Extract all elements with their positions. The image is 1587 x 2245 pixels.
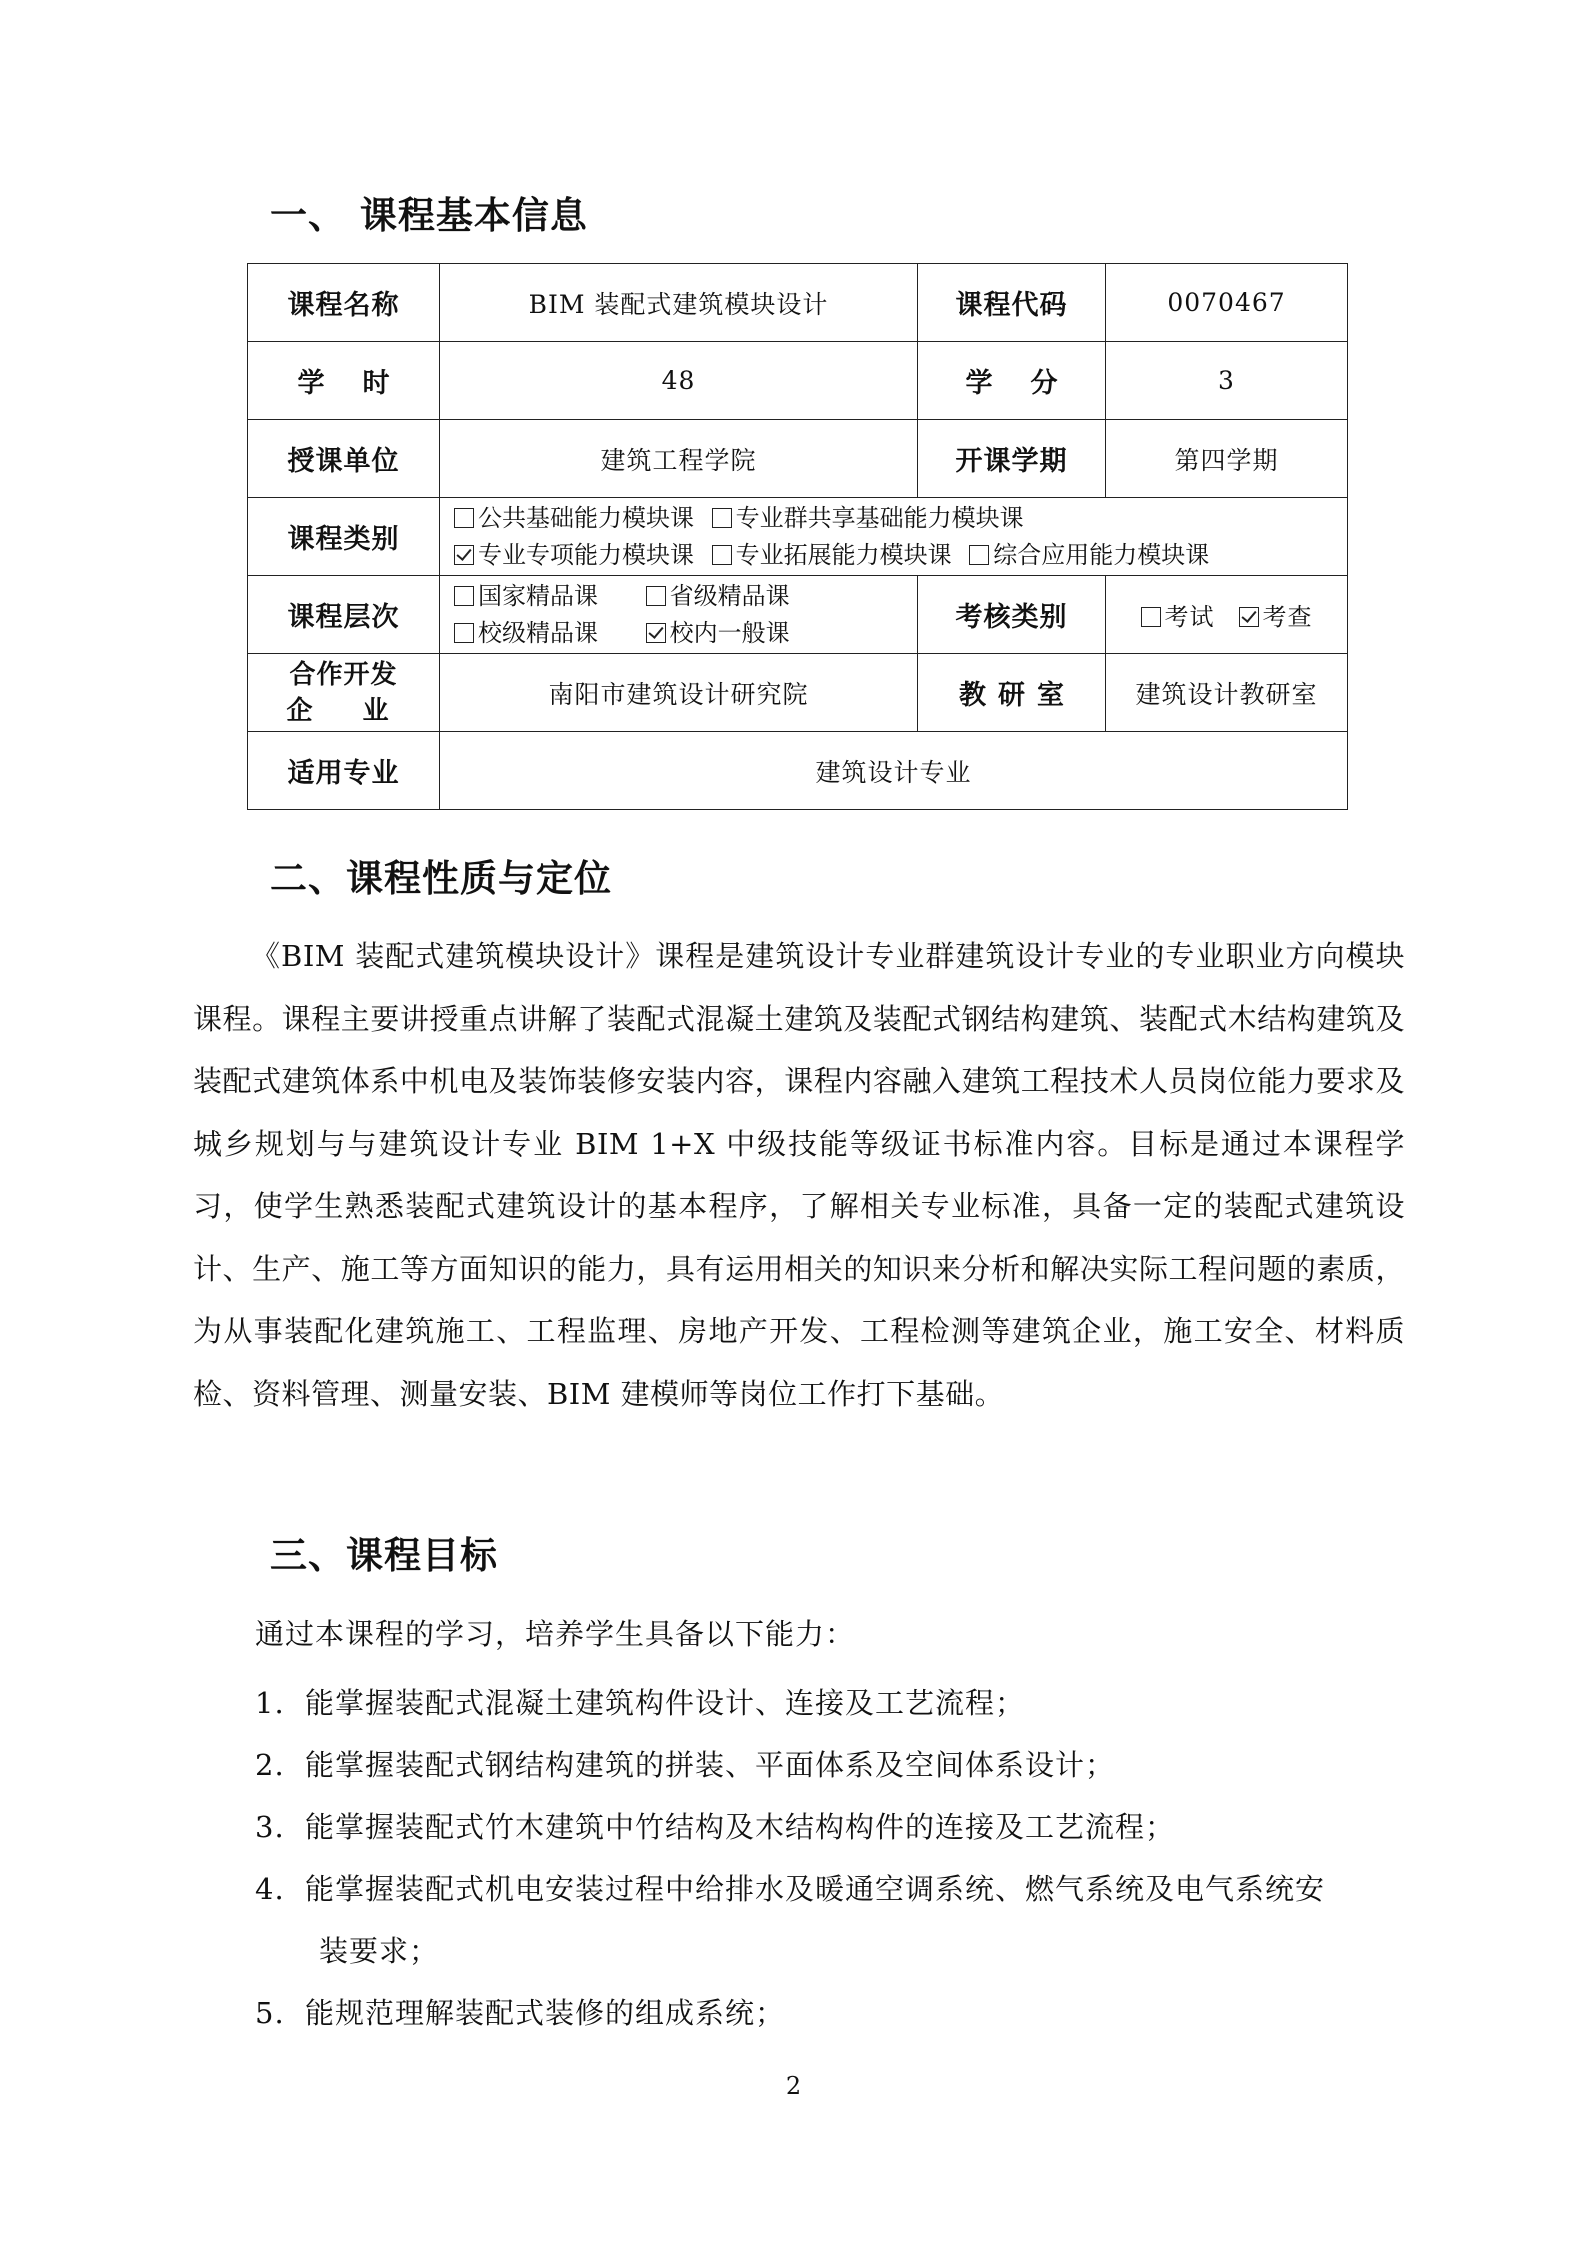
hours-value: 48 <box>440 342 918 420</box>
course-name-label: 课程名称 <box>248 264 440 342</box>
category-option[interactable]: 公共基础能力模块课 <box>454 500 694 537</box>
level-option[interactable]: 省级精品课 <box>646 578 790 615</box>
course-code-label: 课程代码 <box>918 264 1106 342</box>
checkbox-checked-icon <box>1239 607 1259 627</box>
assessment-label: 考核类别 <box>918 576 1106 654</box>
teaching-unit-label: 授课单位 <box>248 420 440 498</box>
nature-paragraph: 《BIM 装配式建筑模块设计》课程是建筑设计专业群建筑设计专业的专业职业方向模块课程。课程主要讲授重点讲解了装配式混凝土建筑及装配式钢结构建筑、装配式木结构建筑及装配式建筑体系中机电及装饰装修安装内容，课程内容融入建筑工程技术人员岗位能力要求及城乡规划与与建筑设计专业 BIM 1+X 中级技能等级证书标准内容。目标是通过本课程学习，使学生熟悉装配式建筑设计的基本程序，了解相关专业标准，具备一定的装配式建筑设计、生产、施工等方面知识的能力，具有运用相关的知识来分析和解决实际工程问题的素质，为从事装配化建筑施工、工程监理、房地产开发、工程检测等建筑企业，施工安全、材料质检、资料管理、测量安装、BIM 建模师等岗位工作打下基础。 <box>193 939 1405 1411</box>
table-row <box>248 498 1348 576</box>
course-level-label: 课程层次 <box>248 576 440 654</box>
goals-intro: 通过本课程的学习，培养学生具备以下能力： <box>255 1617 856 1651</box>
section-heading-goals: 三、课程目标 <box>270 1534 498 1577</box>
list-item: 4. 能掌握装配式机电安装过程中给排水及暖通空调系统、燃气系统及电气系统安 装要求； <box>255 1872 1326 1968</box>
list-item: 2. 能掌握装配式钢结构建筑的拼装、平面体系及空间体系设计； <box>255 1748 1116 1782</box>
applicable-major-value: 建筑设计专业 <box>440 732 1348 810</box>
teaching-office-value: 建筑设计教研室 <box>1106 654 1348 732</box>
credits-label: 学分 <box>918 342 1106 420</box>
course-category-label: 课程类别 <box>248 498 440 576</box>
checkbox-icon <box>646 586 666 606</box>
course-code-value: 0070467 <box>1106 264 1348 342</box>
course-info-table <box>247 263 1348 810</box>
table-row <box>248 264 1348 342</box>
category-option[interactable]: 专业群共享基础能力模块课 <box>712 500 1024 537</box>
teaching-unit-value: 建筑工程学院 <box>440 420 918 498</box>
table-row <box>248 576 1348 654</box>
goals-list <box>255 1672 1415 2044</box>
checkbox-icon <box>454 508 474 528</box>
assessment-options <box>1106 576 1348 654</box>
category-option[interactable]: 专业专项能力模块课 <box>454 537 694 574</box>
list-item: 5. 能规范理解装配式装修的组成系统； <box>255 1996 786 2030</box>
assessment-option[interactable]: 考查 <box>1239 597 1313 632</box>
level-option[interactable]: 校内一般课 <box>646 615 790 652</box>
table-row <box>248 420 1348 498</box>
hours-label: 学时 <box>248 342 440 420</box>
section-heading-basic-info: 一、 课程基本信息 <box>270 194 588 237</box>
assessment-option[interactable]: 考试 <box>1141 597 1215 632</box>
checkbox-icon <box>1141 607 1161 627</box>
level-option[interactable]: 国家精品课 <box>454 578 598 615</box>
teaching-office-label: 教研室 <box>918 654 1106 732</box>
course-category-options <box>440 498 1348 576</box>
table-row <box>248 654 1348 732</box>
partner-enterprise-value: 南阳市建筑设计研究院 <box>440 654 918 732</box>
checkbox-icon <box>454 623 474 643</box>
semester-value: 第四学期 <box>1106 420 1348 498</box>
checkbox-icon <box>454 586 474 606</box>
credits-value: 3 <box>1106 342 1348 420</box>
section-heading-nature: 二、课程性质与定位 <box>270 857 612 900</box>
course-name-value: BIM 装配式建筑模块设计 <box>440 264 918 342</box>
table-row <box>248 342 1348 420</box>
category-option[interactable]: 专业拓展能力模块课 <box>712 537 952 574</box>
page-number: 2 <box>785 2072 802 2100</box>
checkbox-checked-icon <box>454 545 474 565</box>
semester-label: 开课学期 <box>918 420 1106 498</box>
category-option[interactable]: 综合应用能力模块课 <box>969 537 1209 574</box>
partner-enterprise-label: 合作开发 企业 <box>248 654 440 732</box>
checkbox-checked-icon <box>646 623 666 643</box>
checkbox-icon <box>712 545 732 565</box>
level-option[interactable]: 校级精品课 <box>454 615 598 652</box>
list-item: 1. 能掌握装配式混凝土建筑构件设计、连接及工艺流程； <box>255 1686 1026 1720</box>
table-row <box>248 732 1348 810</box>
list-item: 3. 能掌握装配式竹木建筑中竹结构及木结构构件的连接及工艺流程； <box>255 1810 1176 1844</box>
course-level-options <box>440 576 918 654</box>
checkbox-icon <box>712 508 732 528</box>
checkbox-icon <box>969 545 989 565</box>
applicable-major-label: 适用专业 <box>248 732 440 810</box>
